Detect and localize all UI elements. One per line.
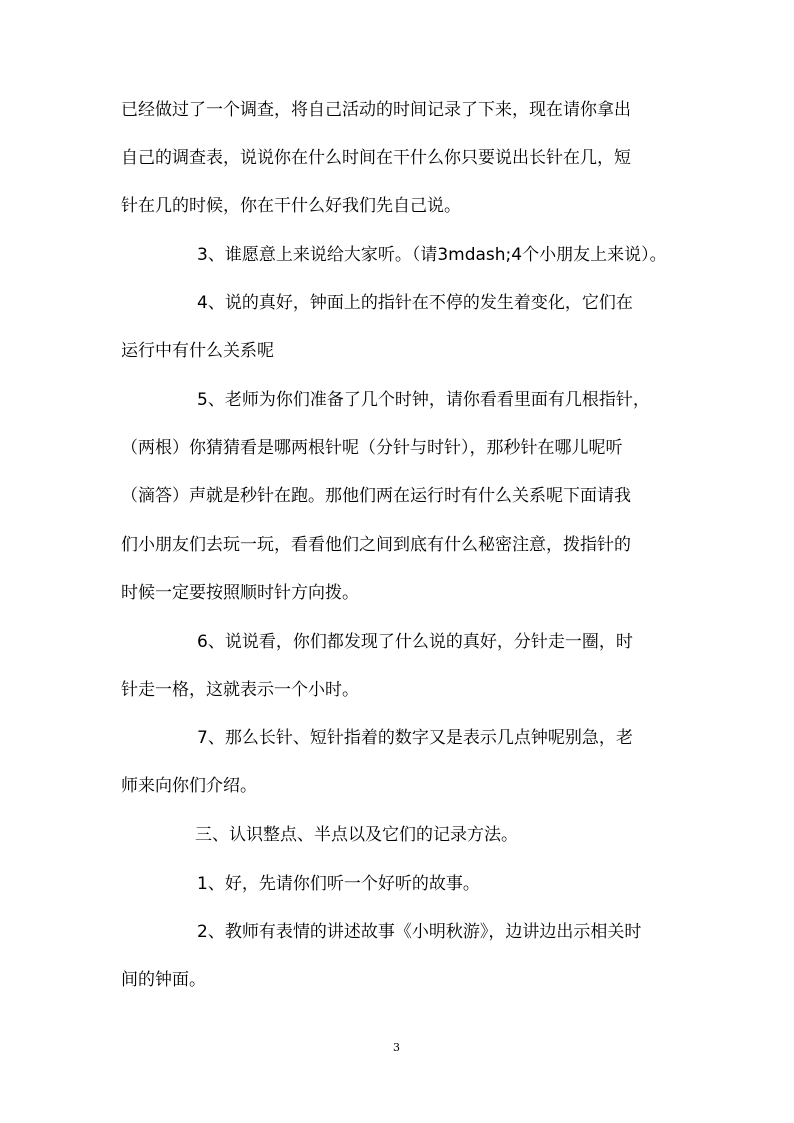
paragraph-line: 师来向你们介绍。	[121, 776, 257, 796]
paragraph-line: 1、好，先请你们听一个好听的故事。	[197, 874, 480, 894]
paragraph-line: 7、那么长针、短针指着的数字又是表示几点钟呢别急，老	[197, 728, 633, 748]
paragraph-line: 时候一定要按照顺时针方向拨。	[121, 583, 359, 603]
paragraph-line: 已经做过了一个调查，将自己活动的时间记录了下来，现在请你拿出	[121, 100, 631, 120]
paragraph-line: 运行中有什么关系呢	[121, 341, 274, 361]
paragraph-line: 4、说的真好，钟面上的指针在不停的发生着变化，它们在	[197, 293, 633, 313]
paragraph-line: 针走一格，这就表示一个小时。	[121, 680, 359, 700]
paragraph-line: 3、谁愿意上来说给大家听。（请3mdash;4个小朋友上来说）。	[197, 245, 667, 265]
page-number: 3	[393, 1041, 400, 1054]
paragraph-line: 自己的调查表，说说你在什么时间在干什么你只要说出长针在几，短	[121, 148, 631, 168]
paragraph-line: 们小朋友们去玩一玩，看看他们之间到底有什么秘密注意，拨指针的	[121, 535, 631, 555]
section-heading: 三、认识整点、半点以及它们的记录方法。	[195, 825, 518, 845]
paragraph-line: （滴答）声就是秒针在跑。那他们两在运行时有什么关系呢下面请我	[121, 486, 631, 506]
paragraph-line: 针在几的时候，你在干什么好我们先自己说。	[121, 196, 461, 216]
paragraph-line: 2、教师有表情的讲述故事《小明秋游》，边讲边出示相关时	[197, 922, 642, 942]
paragraph-line: 间的钟面。	[121, 970, 206, 990]
paragraph-line: （两根）你猜猜看是哪两根针呢（分针与时针），那秒针在哪儿呢听	[121, 438, 623, 458]
paragraph-line: 5、老师为你们准备了几个时钟，请你看看里面有几根指针，	[197, 390, 650, 410]
paragraph-line: 6、说说看，你们都发现了什么说的真好，分针走一圈，时	[197, 632, 633, 652]
